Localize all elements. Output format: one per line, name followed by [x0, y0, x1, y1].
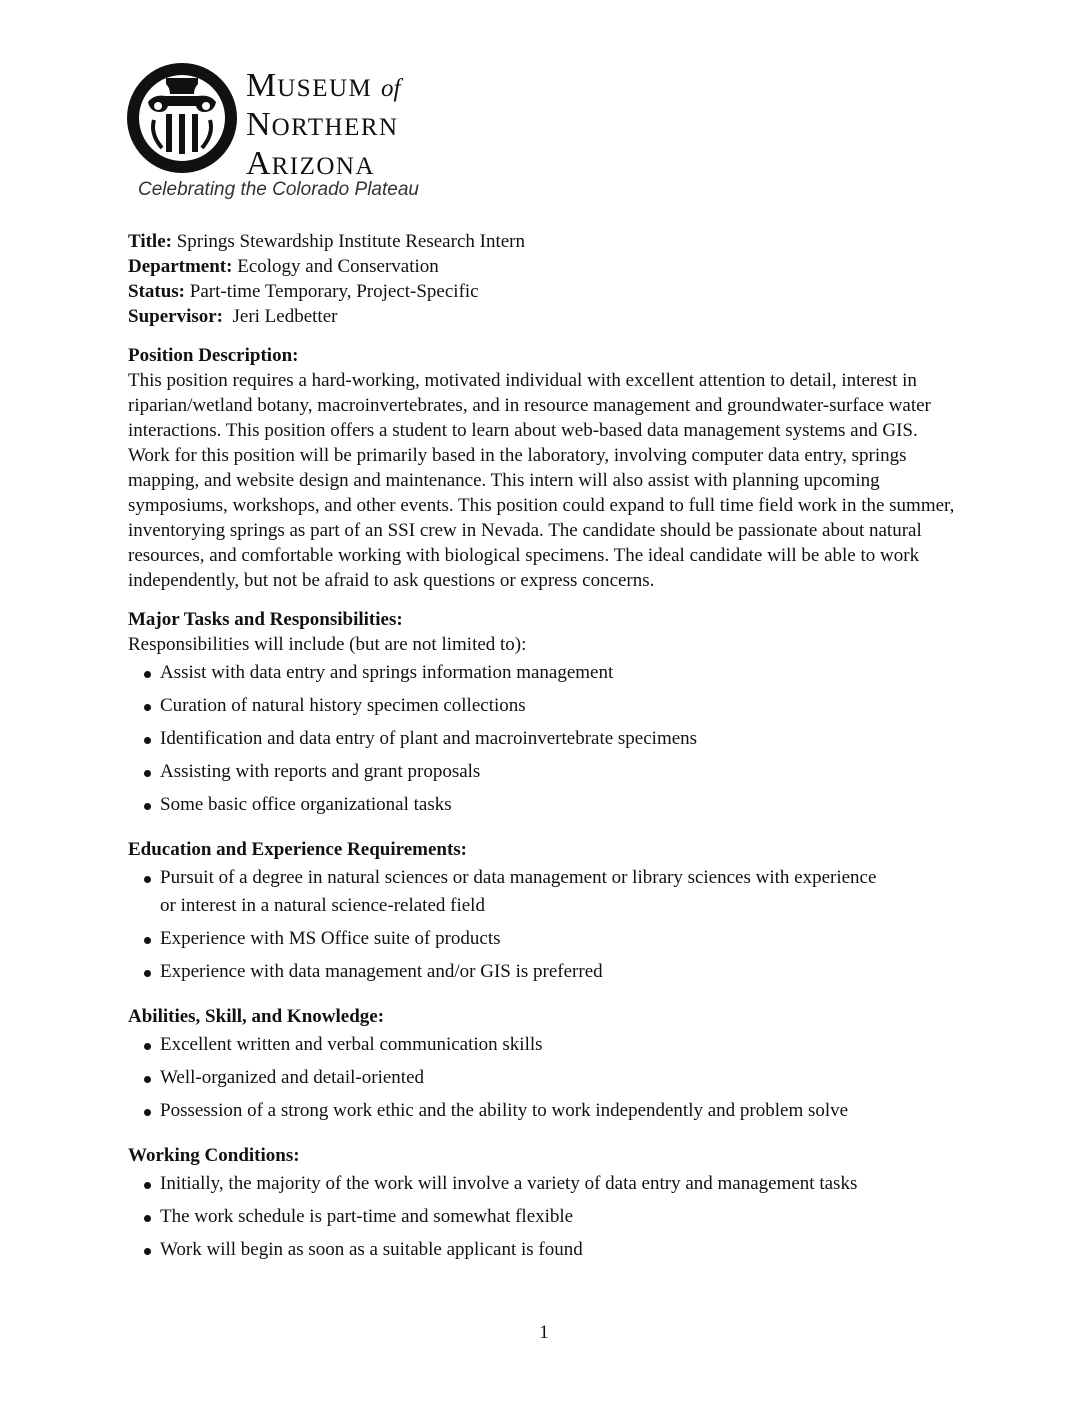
document-body [128, 229, 958, 1264]
meta-title: Title: Springs Stewardship Institute Research Intern [128, 231, 525, 252]
list-item: Initially, the majority of the work will involve a variety of data entry and management tasks [128, 1170, 958, 1198]
education-section [128, 837, 958, 986]
museum-tagline: Celebrating the Colorado Plateau [138, 179, 419, 200]
list-item: Experience with MS Office suite of products [128, 925, 958, 953]
museum-emblem-icon [126, 62, 238, 174]
tasks-heading: Major Tasks and Responsibilities: [128, 609, 403, 630]
list-item: The work schedule is part-time and somewhat flexible [128, 1203, 958, 1231]
job-meta [128, 229, 958, 329]
museum-logo [126, 62, 446, 212]
list-item: Excellent written and verbal communication skills [128, 1031, 958, 1059]
working-conditions-section [128, 1143, 958, 1264]
museum-name [246, 68, 446, 185]
position-description-heading: Position Description: [128, 345, 299, 366]
list-item: Some basic office organizational tasks [128, 791, 958, 819]
list-item: Possession of a strong work ethic and the ability to work independently and problem solve [128, 1097, 958, 1125]
working-conditions-list [128, 1170, 958, 1264]
position-description-section [128, 343, 958, 593]
tasks-intro: Responsibilities will include (but are not limited to): [128, 634, 527, 655]
tasks-section [128, 607, 958, 819]
meta-department: Department: Ecology and Conservation [128, 256, 439, 277]
abilities-heading: Abilities, Skill, and Knowledge: [128, 1006, 385, 1027]
list-item: Assist with data entry and springs information management [128, 659, 958, 687]
position-description-text: This position requires a hard-working, motivated individual with excellent attention to detail, interest in riparian/wetland botany, macroinvertebrates, and in resource management and groundwater-surface water interactions. This position offers a student to learn about web-based data management systems and GIS. Work for this position will be primarily based in the laboratory, involving computer data entry, springs mapping, and website design and maintenance. This intern will also assist with planning upcoming symposiums, workshops, and other events. This position could expand to full time field work in the summer, inventorying springs as part of an SSI crew in Nevada. The candidate should be passionate about natural resources, and comfortable working with biological specimens. The ideal candidate will be able to work independently, but not be afraid to ask questions or express concerns. [128, 370, 955, 591]
working-conditions-heading: Working Conditions: [128, 1145, 300, 1166]
list-item: Curation of natural history specimen collections [128, 692, 958, 720]
museum-name-line-1: MUSEUM of [246, 67, 401, 104]
list-item: Pursuit of a degree in natural sciences or data management or library sciences with experience or interest in a natural science-related field [128, 864, 958, 920]
list-item: Identification and data entry of plant and macroinvertebrate specimens [128, 725, 958, 753]
meta-status: Status: Part-time Temporary, Project-Specific [128, 281, 479, 302]
list-item: Well-organized and detail-oriented [128, 1064, 958, 1092]
abilities-list [128, 1031, 958, 1125]
list-item: Work will begin as soon as a suitable applicant is found [128, 1236, 958, 1264]
abilities-section [128, 1004, 958, 1125]
education-list [128, 864, 958, 986]
museum-name-line-2: NORTHERN [246, 106, 399, 143]
meta-supervisor: Supervisor: Jeri Ledbetter [128, 306, 338, 327]
page-number: 1 [539, 1322, 549, 1343]
list-item: Assisting with reports and grant proposals [128, 758, 958, 786]
list-item: Experience with data management and/or GIS is preferred [128, 958, 958, 986]
tasks-list [128, 659, 958, 819]
museum-name-line-3: ARIZONA [246, 145, 375, 182]
education-heading: Education and Experience Requirements: [128, 839, 468, 860]
